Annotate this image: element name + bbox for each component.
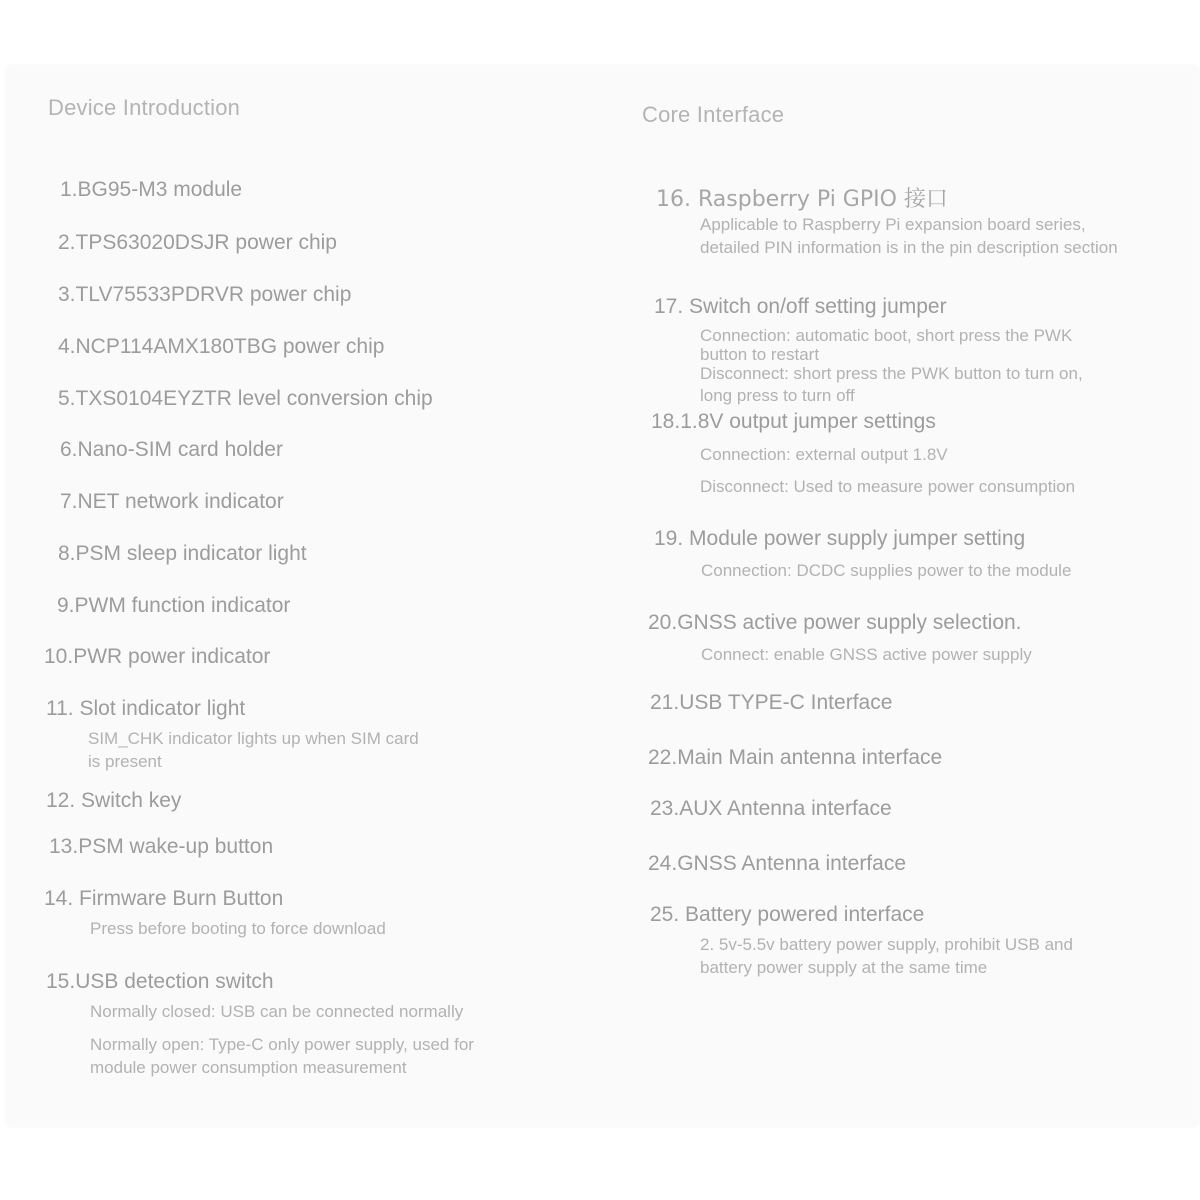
list-item [57, 594, 290, 618]
item-description: Connection: DCDC supplies power to the module [701, 561, 1072, 580]
list-item [58, 387, 433, 411]
item-description: 2. 5v-5.5v battery power supply, prohibit USB and [700, 935, 1073, 954]
item-title: 22.Main Main antenna interface [648, 746, 943, 769]
item-title: 23.AUX Antenna interface [650, 797, 892, 820]
item-title: 25. Battery powered interface [650, 903, 925, 926]
item-description: Normally closed: USB can be connected normally [90, 1002, 464, 1021]
item-title: 10.PWR power indicator [44, 645, 271, 668]
list-item [46, 789, 181, 813]
list-item [46, 970, 474, 1079]
list-item [58, 231, 337, 255]
list-item [648, 746, 942, 770]
item-title: 1.BG95-M3 module [60, 178, 243, 201]
item-description: detailed PIN information is in the pin description section [700, 238, 1118, 257]
item-description: SIM_CHK indicator lights up when SIM card [88, 729, 419, 748]
item-title: 24.GNSS Antenna interface [648, 852, 906, 875]
item-title: 12. Switch key [46, 789, 182, 812]
list-item [60, 178, 242, 202]
list-item [656, 182, 1118, 259]
item-title: 9.PWM function indicator [57, 594, 291, 617]
item-description: Normally open: Type-C only power supply, used for [90, 1035, 474, 1054]
item-description: Connection: external output 1.8V [700, 445, 948, 464]
list-item [651, 410, 1075, 498]
item-title: 17. Switch on/off setting jumper [654, 295, 947, 318]
item-title: 13.PSM wake-up button [49, 835, 274, 858]
list-item [60, 490, 284, 514]
item-title: 15.USB detection switch [46, 970, 274, 993]
item-title: 5.TXS0104EYZTR level conversion chip [58, 387, 433, 410]
list-item [650, 797, 892, 821]
device-introduction-header: Device Introduction [48, 95, 241, 120]
item-description: module power consumption measurement [90, 1058, 407, 1077]
item-description: battery power supply at the same time [700, 958, 988, 977]
item-title: 21.USB TYPE-C Interface [650, 691, 893, 714]
item-title: 16. Raspberry Pi GPIO 接口 [656, 187, 948, 212]
item-description: is present [88, 752, 162, 771]
item-description: Disconnect: Used to measure power consumption [700, 477, 1076, 496]
item-description: Applicable to Raspberry Pi expansion board series, [700, 215, 1086, 234]
item-title: 11. Slot indicator light [46, 697, 246, 720]
list-item [58, 283, 351, 307]
list-item [44, 887, 386, 940]
list-item [650, 903, 1073, 979]
list-item [654, 295, 1083, 407]
list-item [46, 697, 419, 773]
list-item [654, 527, 1071, 582]
item-description: Press before booting to force download [90, 919, 386, 938]
item-title: 20.GNSS active power supply selection. [648, 611, 1022, 634]
item-title: 18.1.8V output jumper settings [651, 410, 936, 433]
list-item [650, 691, 892, 715]
core-interface-header: Core Interface [642, 102, 785, 127]
list-item [58, 335, 384, 359]
list-item [58, 542, 307, 566]
item-title: 3.TLV75533PDRVR power chip [58, 283, 352, 306]
item-description: button to restart [700, 347, 820, 363]
item-title: 6.Nano-SIM card holder [60, 438, 283, 461]
item-title: 14. Firmware Burn Button [44, 887, 284, 910]
item-description: long press to turn off [700, 386, 855, 405]
item-title: 8.PSM sleep indicator light [58, 542, 307, 565]
list-item [648, 852, 906, 876]
item-title: 2.TPS63020DSJR power chip [58, 231, 337, 254]
item-description: Disconnect: short press the PWK button to turn on, [700, 364, 1083, 383]
item-title: 19. Module power supply jumper setting [654, 527, 1026, 550]
list-item [49, 835, 273, 859]
list-item [60, 438, 283, 462]
list-item [44, 645, 270, 669]
item-title: 4.NCP114AMX180TBG power chip [58, 335, 385, 358]
item-title: 7.NET network indicator [60, 490, 284, 513]
item-description: Connect: enable GNSS active power supply [701, 645, 1032, 664]
item-description: Connection: automatic boot, short press the PWK [700, 326, 1073, 345]
list-item [648, 611, 1032, 666]
